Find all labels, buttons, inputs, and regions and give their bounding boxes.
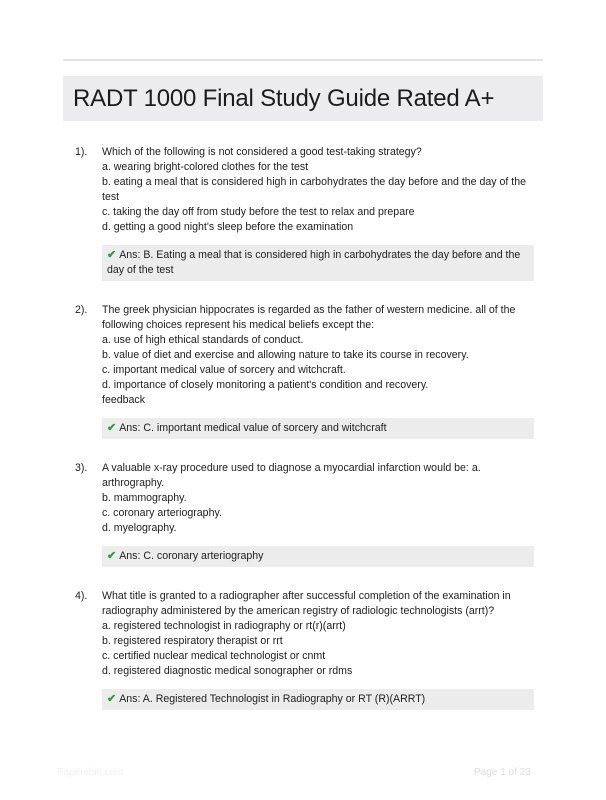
document-title: RADT 1000 Final Study Guide Rated A+ [73, 85, 495, 112]
option-b: b. registered respiratory therapist or rrt [102, 635, 283, 647]
question-body [102, 303, 545, 408]
option-d: d. importance of closely monitoring a patient's condition and recovery. [102, 379, 429, 391]
checkmark-icon: ✔ [107, 249, 117, 261]
question-text: Which of the following is not considered a good test-taking strategy? [102, 146, 422, 158]
checkmark-icon: ✔ [107, 693, 117, 705]
question-body [102, 145, 545, 235]
answer-text: Ans: B. Eating a meal that is considered high in carbohydrates the day before and the day of the test [107, 249, 521, 276]
option-c: c. certified nuclear medical technologist or cnmt [102, 650, 326, 662]
title-banner [63, 76, 543, 121]
answer-text: Ans: A. Registered Technologist in Radiography or RT (R)(ARRT) [119, 693, 426, 705]
page-indicator: Page 1 of 23 [474, 767, 531, 778]
question-body [102, 461, 545, 536]
question-body [102, 589, 545, 679]
option-d: d. myelography. [102, 522, 177, 534]
option-a: a. use of high ethical standards of conduct. [102, 334, 304, 346]
answer-box [102, 546, 534, 567]
option-d: d. getting a good night's sleep before the examination [102, 221, 354, 233]
question-text: A valuable x-ray procedure used to diagnose a myocardial infarction would be: a. arthrography. [102, 462, 481, 489]
answer-box [102, 418, 534, 439]
option-c: c. important medical value of sorcery and witchcraft. [102, 364, 346, 376]
top-divider [63, 59, 543, 61]
question-text: The greek physician hippocrates is regarded as the father of western medicine. all of the following choices represent his medical beliefs except the: [102, 304, 516, 331]
answer-box [102, 689, 534, 710]
question-number: 2). [75, 304, 88, 316]
checkmark-icon: ✔ [107, 550, 117, 562]
option-b: b. value of diet and exercise and allowing nature to take its course in recovery. [102, 349, 469, 361]
option-c: c. coronary arteriography. [102, 507, 222, 519]
option-c: c. taking the day off from study before the test to relax and prepare [102, 206, 415, 218]
option-d: d. registered diagnostic medical sonographer or rdms [102, 665, 353, 677]
option-b: b. eating a meal that is considered high in carbohydrates the day before and the day of the test [102, 176, 527, 203]
question-number: 1). [75, 146, 88, 158]
question-text: What title is granted to a radiographer after successful completion of the examination in radiography administered by the american registry of radiologic technologists (arrt)? [102, 590, 511, 617]
question-1 [75, 145, 545, 281]
question-3 [75, 461, 545, 567]
answer-text: Ans: C. coronary arteriography [119, 550, 264, 562]
feedback-label: feedback [102, 394, 145, 406]
answer-text: Ans: C. important medical value of sorcery and witchcraft [119, 422, 387, 434]
option-a: a. registered technologist in radiography or rt(r)(arrt) [102, 620, 346, 632]
question-number: 4). [75, 590, 88, 602]
option-b: b. mammography. [102, 492, 187, 504]
checkmark-icon: ✔ [107, 422, 117, 434]
footer-watermark: Papersbic.com [57, 767, 124, 778]
question-2 [75, 303, 545, 439]
question-number: 3). [75, 462, 88, 474]
question-4 [75, 589, 545, 710]
answer-box [102, 245, 534, 281]
option-a: a. wearing bright-colored clothes for the test [102, 161, 309, 173]
